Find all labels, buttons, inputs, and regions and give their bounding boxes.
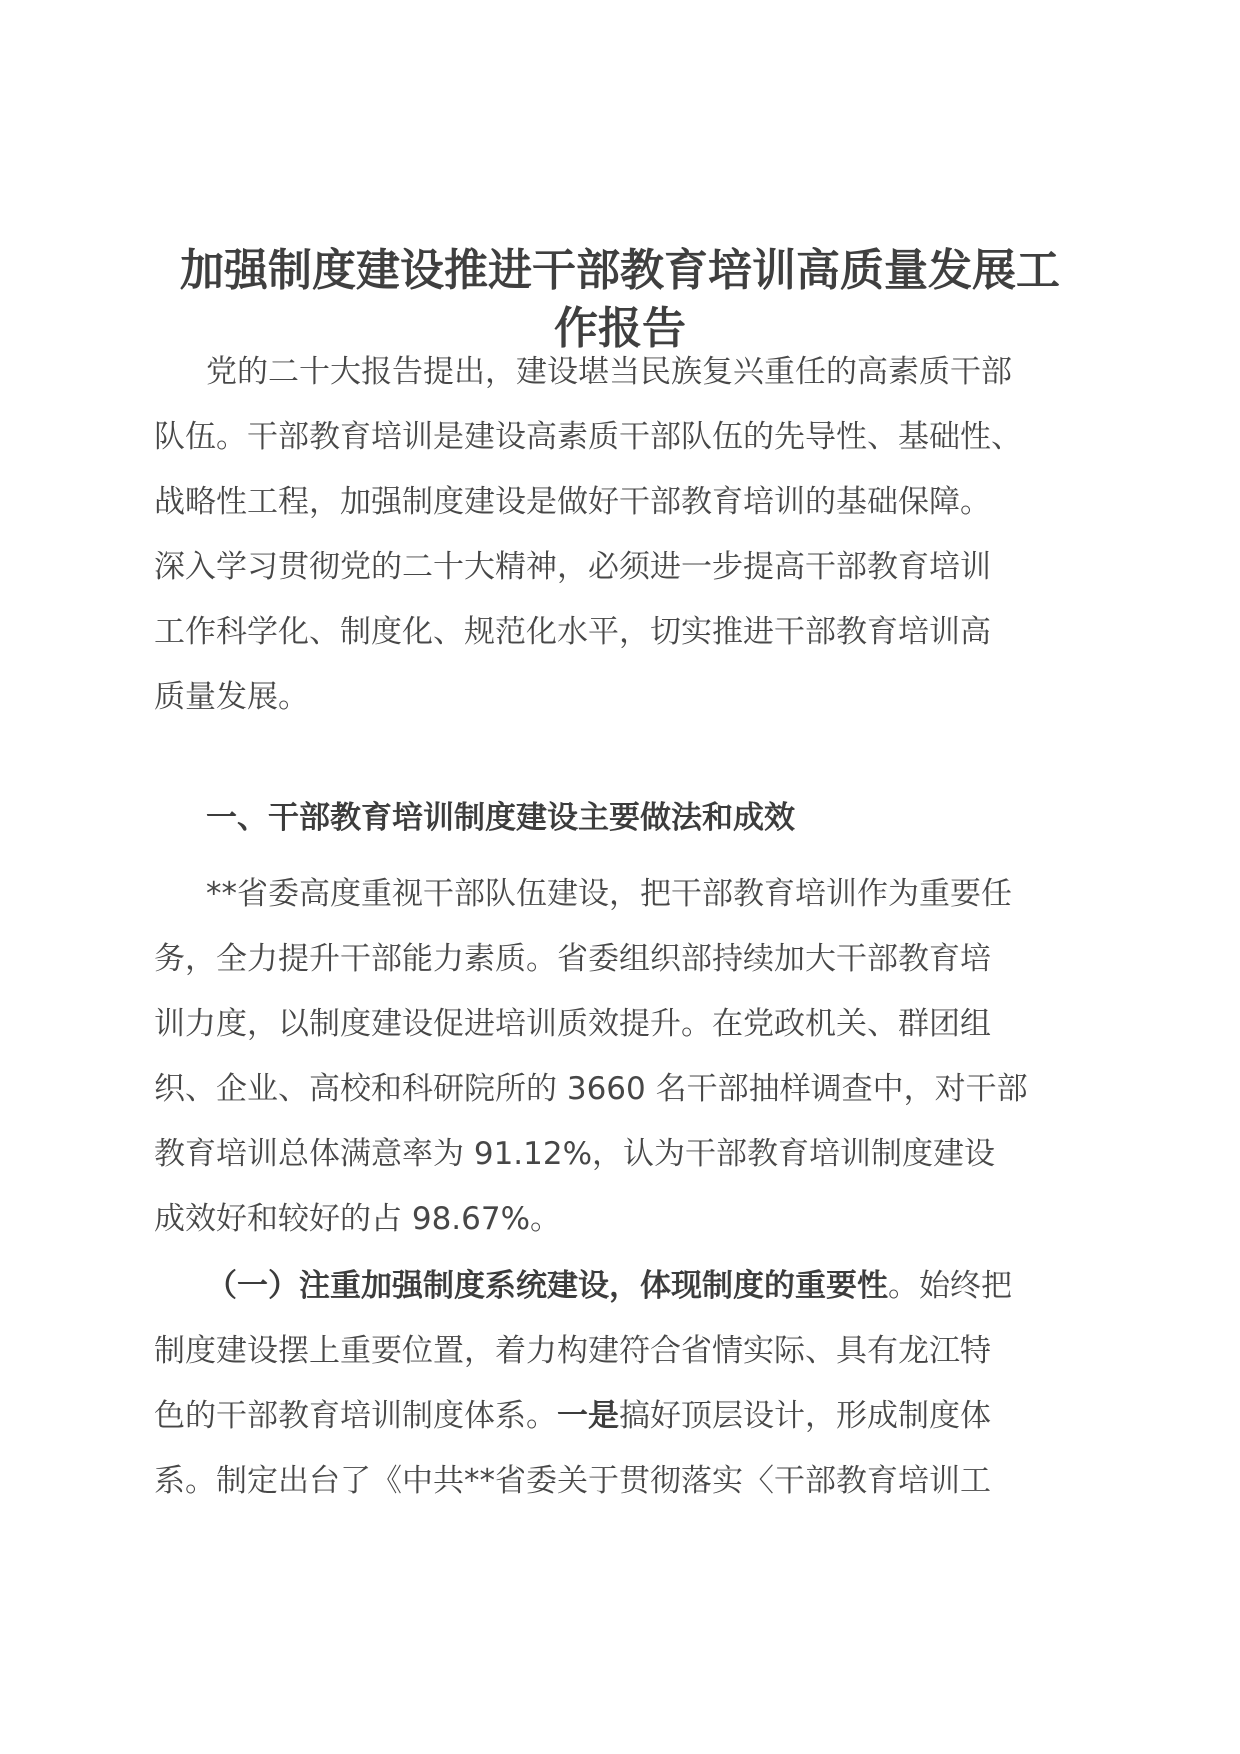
paragraph-line: 织、企业、高校和科研院所的 3660 名干部抽样调查中，对干部: [154, 1071, 1028, 1107]
paragraph-line: [154, 1254, 1094, 1319]
paragraph-line: 教育培训总体满意率为 91.12%，认为干部教育培训制度建设: [154, 1136, 996, 1172]
paragraph-line: 队伍。干部教育培训是建设高素质干部队伍的先导性、基础性、: [154, 419, 1022, 455]
section-heading: 一、干部教育培训制度建设主要做法和成效: [206, 800, 795, 836]
section1-paragraph: [154, 862, 1094, 1252]
paragraph-line: **省委高度重视干部队伍建设，把干部教育培训作为重要任: [206, 876, 1012, 912]
subsection1-paragraph: [154, 1254, 1094, 1514]
paragraph-text: 色的干部教育培训制度体系。: [154, 1398, 557, 1434]
paragraph-line: 质量发展。: [154, 679, 309, 715]
paragraph-line: 系。制定出台了《中共**省委关于贯彻落实〈干部教育培训工: [154, 1463, 991, 1499]
emphasis-text: 一是: [557, 1398, 619, 1434]
paragraph-line: 成效好和较好的占 98.67%。: [154, 1201, 562, 1237]
paragraph-text: 搞好顶层设计，形成制度体: [619, 1398, 991, 1434]
paragraph-line: 战略性工程，加强制度建设是做好干部教育培训的基础保障。: [154, 484, 991, 520]
title-line: 作报告: [554, 303, 686, 354]
paragraph-text: 。始终把: [888, 1268, 1012, 1304]
subsection-heading: （一）注重加强制度系统建设，体现制度的重要性: [206, 1268, 888, 1304]
paragraph-line: 务，全力提升干部能力素质。省委组织部持续加大干部教育培: [154, 941, 991, 977]
intro-paragraph: [154, 340, 1094, 730]
paragraph-line: 工作科学化、制度化、规范化水平，切实推进干部教育培训高: [154, 614, 991, 650]
paragraph-line: 党的二十大报告提出，建设堪当民族复兴重任的高素质干部: [206, 354, 1012, 390]
paragraph-line: [154, 1384, 1094, 1449]
paragraph-line: 深入学习贯彻党的二十大精神，必须进一步提高干部教育培训: [154, 549, 991, 585]
paragraph-line: 制度建设摆上重要位置，着力构建符合省情实际、具有龙江特: [154, 1333, 991, 1369]
title-line: 加强制度建设推进干部教育培训高质量发展工: [180, 245, 1060, 296]
paragraph-line: 训力度，以制度建设促进培训质效提升。在党政机关、群团组: [154, 1006, 991, 1042]
